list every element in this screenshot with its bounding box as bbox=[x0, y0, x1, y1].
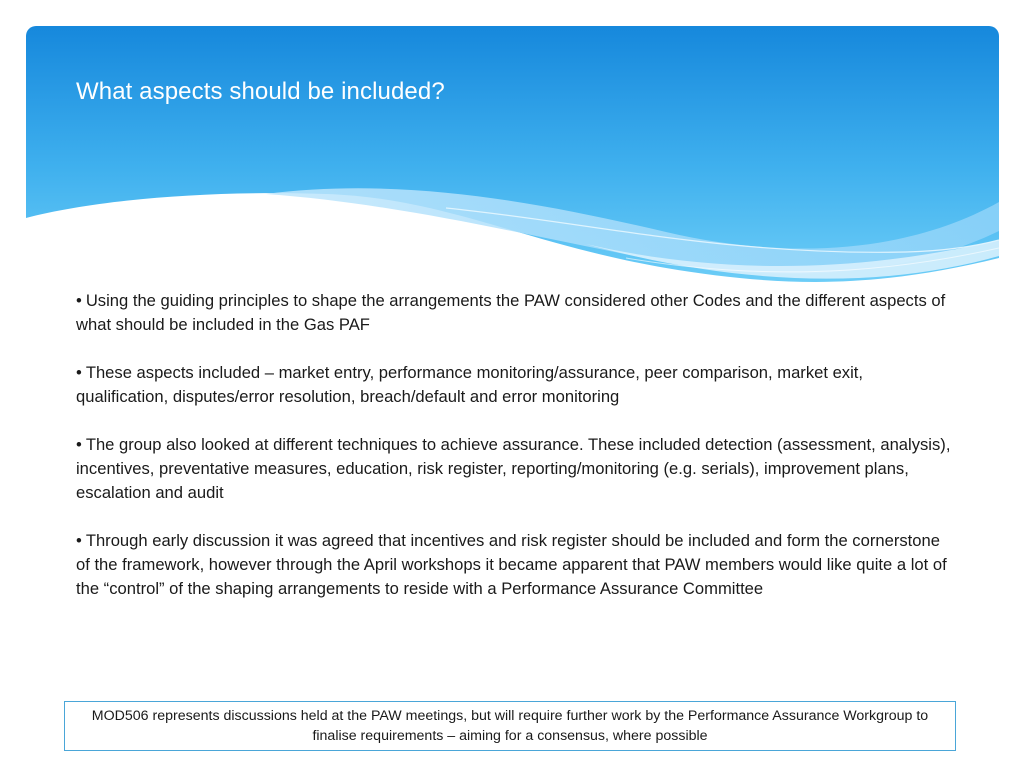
slide-title: What aspects should be included? bbox=[76, 78, 445, 105]
bullet-marker: • bbox=[76, 531, 82, 550]
bullet-text: The group also looked at different techniques to achieve assurance. These included detection (assessment, analysis), incentives, preventative measures, education, risk register, reporting/monitoring (e.g. serials), improvement plans, escalation and audit bbox=[76, 435, 951, 502]
header-wave-band bbox=[26, 26, 999, 296]
bullet-list bbox=[76, 289, 956, 625]
footnote-box bbox=[64, 701, 956, 751]
bullet-item bbox=[76, 289, 956, 337]
bullet-item bbox=[76, 529, 956, 601]
bullet-text: These aspects included – market entry, performance monitoring/assurance, peer comparison, market exit, qualification, disputes/error resolution, breach/default and error monitoring bbox=[76, 363, 864, 406]
bullet-text: Through early discussion it was agreed that incentives and risk register should be included and form the cornerstone of the framework, however through the April workshops it became apparent that PAW members would like quite a lot of the “control” of the shaping arrangements to reside with a Performance Assurance Committee bbox=[76, 531, 947, 598]
wave-graphic bbox=[26, 26, 999, 296]
bullet-item bbox=[76, 433, 956, 505]
bullet-marker: • bbox=[76, 363, 82, 382]
bullet-text: Using the guiding principles to shape the arrangements the PAW considered other Codes and the different aspects of what should be included in the Gas PAF bbox=[76, 291, 946, 334]
footnote-text: MOD506 represents discussions held at the PAW meetings, but will require further work by the Performance Assurance Workgroup to finalise requirements – aiming for a consensus, where possible bbox=[91, 708, 929, 744]
bullet-marker: • bbox=[76, 435, 82, 454]
bullet-marker: • bbox=[76, 291, 82, 310]
bullet-item bbox=[76, 361, 956, 409]
